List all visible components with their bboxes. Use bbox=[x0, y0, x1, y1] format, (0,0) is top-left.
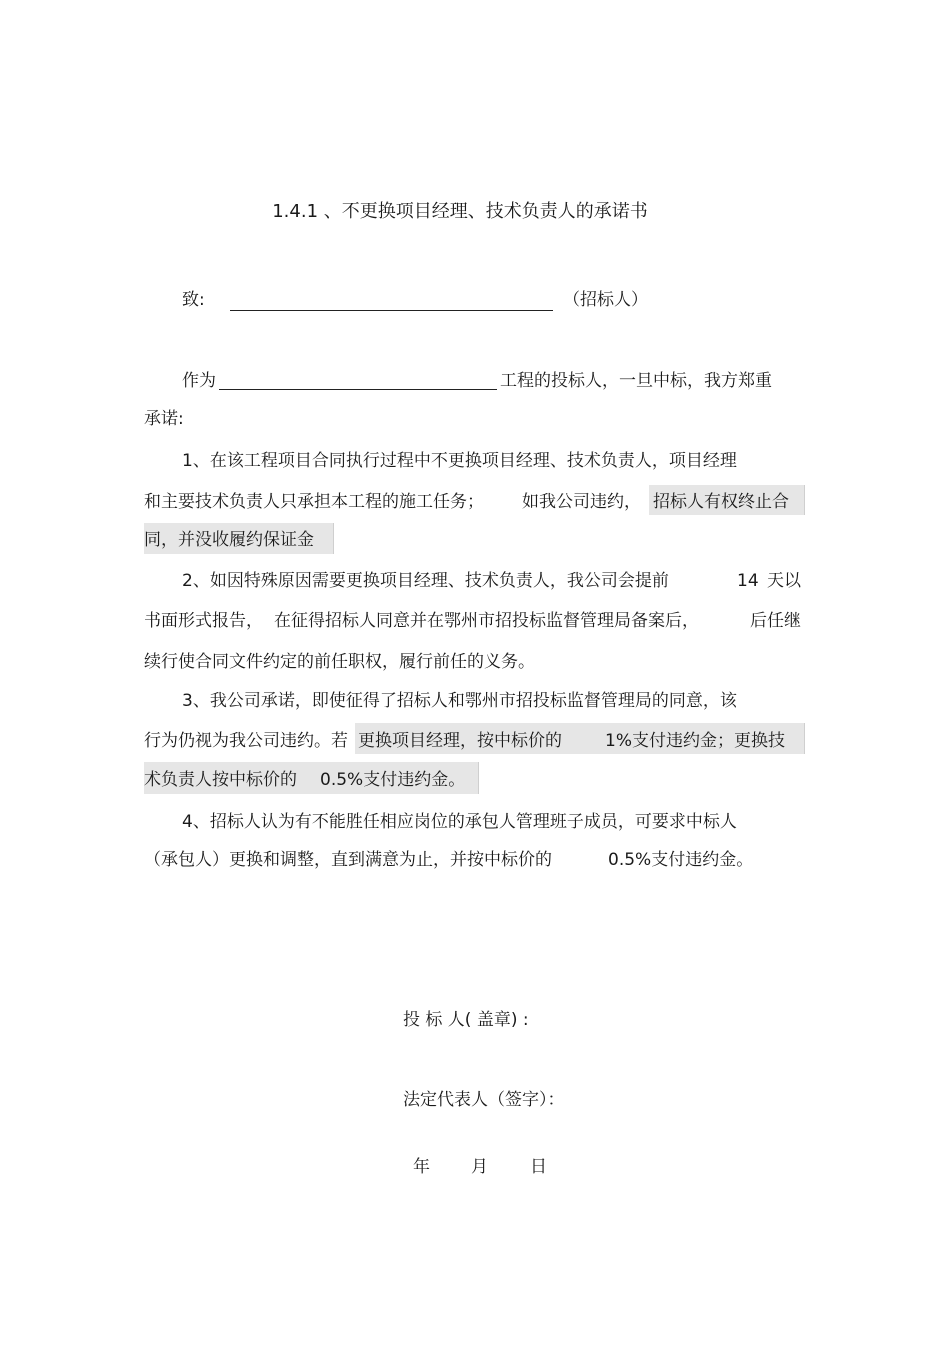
p3-line1: 3、我公司承诺，即使征得了招标人和鄂州市招投标监督管理局的同意，该 bbox=[182, 691, 737, 711]
recipient-blank-line bbox=[230, 310, 553, 311]
p1-line3-hl: 同，并没收履约保证金 bbox=[144, 530, 314, 550]
project-blank-line bbox=[219, 389, 497, 390]
p4-line1: 4、招标人认为有不能胜任相应岗位的承包人管理班子成员，可要求中标人 bbox=[182, 812, 737, 832]
highlight-edge bbox=[804, 723, 805, 754]
p3-line3-hl-b: 0.5%支付违约金。 bbox=[320, 770, 466, 790]
p2-line2-a: 书面形式报告， bbox=[144, 611, 263, 631]
legal-rep-sign-label: 法定代表人（签字）： bbox=[403, 1090, 565, 1110]
date-year-label: 年 bbox=[413, 1157, 430, 1177]
bidder-seal-label: 投 标 人( 盖章) : bbox=[403, 1010, 529, 1030]
p3-line2-hl-a: 更换项目经理，按中标价的 bbox=[358, 731, 562, 751]
date-month-label: 月 bbox=[471, 1157, 488, 1177]
p2-line1-b: 天以 bbox=[767, 571, 801, 591]
highlight-edge bbox=[333, 523, 334, 554]
p2-line2-b: 在征得招标人同意并在鄂州市招投标监督管理局备案后， bbox=[274, 611, 699, 631]
p2-line1-a: 2、如因特殊原因需要更换项目经理、技术负责人，我公司会提前 bbox=[182, 571, 669, 591]
p1-line2-b: 如我公司违约， bbox=[522, 492, 641, 512]
p4-line2-b: 0.5%支付违约金。 bbox=[608, 850, 754, 870]
p1-line1: 1、在该工程项目合同执行过程中不更换项目经理、技术负责人，项目经理 bbox=[182, 451, 737, 471]
p3-line2-hl-b: 1%支付违约金；更换技 bbox=[605, 731, 785, 751]
date-day-label: 日 bbox=[530, 1157, 547, 1177]
p1-line2-a: 和主要技术负责人只承担本工程的施工任务； bbox=[144, 492, 484, 512]
p3-line3-hl-a: 术负责人按中标价的 bbox=[144, 770, 297, 790]
document-title: 1.4.1 、不更换项目经理、技术负责人的承诺书 bbox=[272, 201, 648, 222]
p2-line2-c: 后任继 bbox=[750, 611, 801, 631]
highlight-edge bbox=[804, 485, 805, 515]
to-label: 致: bbox=[182, 290, 205, 310]
p3-line2-a: 行为仍视为我公司违约。若 bbox=[144, 731, 348, 751]
intro-suffix: 工程的投标人，一旦中标，我方郑重 bbox=[500, 371, 772, 391]
intro-line2: 承诺: bbox=[144, 409, 184, 429]
intro-prefix: 作为 bbox=[182, 371, 216, 391]
to-suffix: （招标人） bbox=[563, 290, 648, 310]
p2-line3: 续行使合同文件约定的前任职权，履行前任的义务。 bbox=[144, 652, 535, 672]
p1-line2-hl: 招标人有权终止合 bbox=[653, 492, 789, 512]
p2-line1-num: 14 bbox=[737, 571, 759, 591]
p4-line2-a: （承包人）更换和调整，直到满意为止，并按中标价的 bbox=[144, 850, 552, 870]
highlight-edge bbox=[478, 762, 479, 794]
